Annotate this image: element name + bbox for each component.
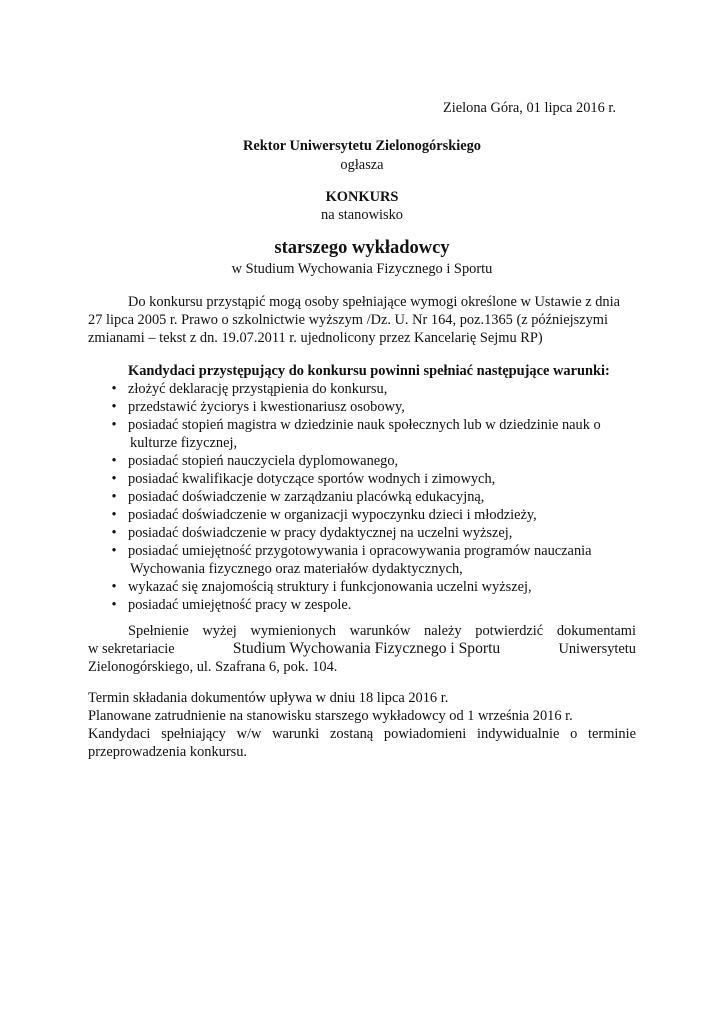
place-date: Zielona Góra, 01 lipca 2016 r. (442, 100, 616, 116)
bullet-icon: • (111, 597, 117, 613)
bullet-icon: • (111, 471, 117, 487)
requirement-line: posiadać kwalifikacje dotyczące sportów wodnych i zimowych, (128, 471, 496, 487)
confirmation-line: Spełnienie wyżej wymienionych warunków należy potwierdzić dokumentami (128, 623, 636, 639)
intro-line: zmianami – tekst z dn. 19.07.2011 r. ujednolicony przez Kancelarię Sejmu RP) (88, 330, 543, 346)
requirements-heading: Kandydaci przystępujący do konkursu powinni spełniać następujące warunki: (128, 363, 610, 379)
requirement-item (100, 380, 636, 398)
requirement-line: posiadać doświadczenie w organizacji wypoczynku dzieci i młodzieży, (128, 507, 537, 523)
requirement-item (100, 398, 636, 416)
requirement-item (100, 506, 636, 524)
requirement-item (100, 470, 636, 488)
requirement-item (100, 452, 636, 470)
requirement-line: posiadać doświadczenie w pracy dydaktycznej na uczelni wyższej, (128, 525, 513, 541)
bullet-icon: • (111, 381, 117, 397)
confirmation-paragraph (88, 622, 636, 676)
requirement-item (100, 416, 636, 452)
requirement-line: złożyć deklarację przystąpienia do konkursu, (128, 381, 388, 397)
bullet-icon: • (111, 417, 117, 433)
requirement-line: Wychowania fizycznego oraz materiałów dydaktycznych, (130, 561, 463, 577)
confirmation-unit: Studium Wychowania Fizycznego i Sportu (232, 640, 501, 657)
bullet-icon: • (111, 543, 117, 559)
intro-line (88, 311, 636, 329)
bullet-icon: • (111, 579, 117, 595)
confirmation-prefix: w sekretariacie (88, 641, 175, 657)
notice-line: Kandydaci spełniający w/w warunki zostaną powiadomieni indywidualnie o terminie (88, 726, 636, 742)
requirement-line: posiadać stopień nauczyciela dyplomowanego, (128, 453, 399, 469)
announces: ogłasza (340, 157, 384, 173)
requirement-line: posiadać umiejętność pracy w zespole. (128, 597, 352, 613)
bullet-icon: • (111, 507, 117, 523)
confirmation-line: Zielonogórskiego, ul. Szafrana 6, pok. 104. (88, 659, 338, 675)
issuer: Rektor Uniwersytetu Zielonogórskiego (243, 138, 481, 154)
requirement-item (100, 524, 636, 542)
notice-line: przeprowadzenia konkursu. (88, 744, 248, 760)
intro-paragraph (88, 293, 636, 347)
bullet-icon: • (111, 453, 117, 469)
closing-paragraph (88, 689, 636, 761)
intro-line-text: 27 lipca 2005 r. Prawo o szkolnictwie wyższym /Dz. U. Nr 164, poz.1365 (z późniejszymi (88, 312, 608, 328)
requirement-line: przedstawić życiorys i kwestionariusz osobowy, (128, 399, 405, 415)
requirement-line: kulturze fizycznej, (130, 435, 238, 451)
bullet-icon: • (111, 399, 117, 415)
employment-line: Planowane zatrudnienie na stanowisku starszego wykładowcy od 1 września 2016 r. (88, 708, 573, 724)
deadline-line: Termin składania dokumentów upływa w dniu 18 lipca 2016 r. (88, 690, 449, 706)
unit-name: w Studium Wychowania Fizycznego i Sportu (231, 261, 493, 277)
requirement-item (100, 488, 636, 506)
requirement-line: wykazać się znajomością struktury i funkcjonowania uczelni wyższej, (128, 579, 532, 595)
requirement-line: posiadać umiejętność przygotowywania i opracowywania programów nauczania (128, 543, 592, 559)
requirement-line: posiadać stopień magistra w dziedzinie nauk społecznych lub w dziedzinie nauk o (128, 417, 601, 433)
requirement-item (100, 596, 636, 614)
bullet-icon: • (111, 525, 117, 541)
confirmation-line (88, 640, 636, 658)
confirmation-suffix: Uniwersytetu (558, 641, 636, 657)
position-title: starszego wykładowcy (274, 238, 450, 258)
for-position: na stanowisko (321, 207, 403, 223)
bullet-icon: • (111, 489, 117, 505)
requirement-line: posiadać doświadczenie w zarządzaniu placówką edukacyjną, (128, 489, 485, 505)
requirement-item (100, 578, 636, 596)
intro-line: Do konkursu przystąpić mogą osoby spełniające wymogi określone w Ustawie z dnia (128, 294, 620, 310)
heading: KONKURS (325, 189, 399, 205)
requirement-item (100, 542, 636, 578)
requirements-list (100, 380, 636, 614)
